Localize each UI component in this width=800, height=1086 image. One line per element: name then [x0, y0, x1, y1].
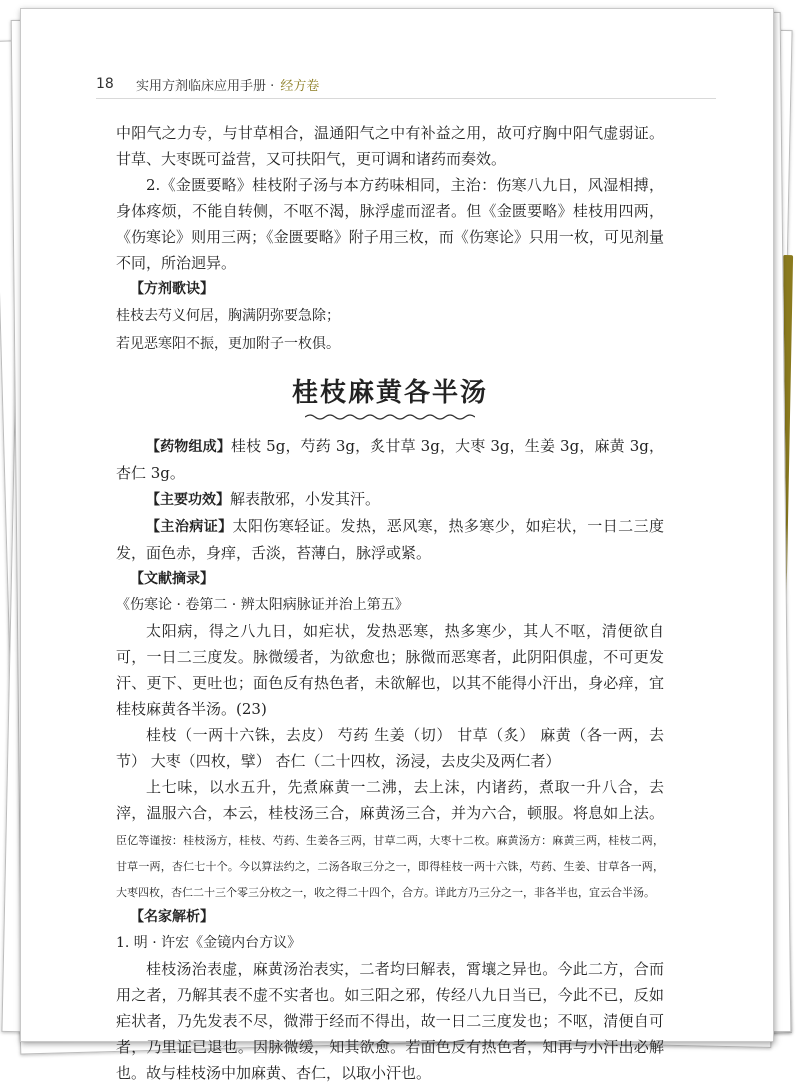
volume-name: 经方卷 — [280, 78, 320, 94]
effect-label: 【主要功效】 — [146, 492, 230, 508]
indication-label: 【主治病证】 — [146, 519, 233, 535]
literature-paragraph-1: 太阳病，得之八九日，如疟状，发热恶寒，热多寒少，其人不呕，清便欲自可，一日二三度发。脉微缓者，为欲愈也；脉微而恶寒者，此阴阳俱虚，不可更发汗、更下、更吐也；面色反有热色者，未欲解也，以其不能得小汗出，身必痒，宜桂枝麻黄各半汤。(23) — [116, 622, 664, 718]
ingredients-row — [116, 433, 664, 486]
formula-title: 桂枝麻黄各半汤 — [291, 378, 488, 408]
book-title-text: 实用方剂临床应用手册 · — [136, 78, 279, 94]
literature-paragraph-3 — [116, 774, 664, 904]
analysis-source: 1. 明 · 许宏《金镜内台方议》 — [116, 935, 302, 951]
analysis-heading: 【名家解析】 — [130, 909, 214, 925]
literature-note: 臣亿等谨按：桂枝汤方，桂枝、芍药、生姜各三两，甘草二两，大枣十二枚。麻黄汤方：麻黄三两，桂枝二两，甘草一两，杏仁七十个。今以算法约之，二汤各取三分之一，即得桂枝一两十六铢，芍药、生姜、甘草各一两，大枣四枚，杏仁二十三个零三分枚之一，收之得二十四个，合方。详此方乃三分之一，非各半也，宜云合半汤。 — [116, 834, 664, 899]
intro-paragraph-1: 中阳气之力专，与甘草相合，温通阳气之中有补益之用，故可疗胸中阳气虚弱证。甘草、大枣既可益营，又可扶阳气，更可调和诸药而奏效。 — [116, 124, 664, 168]
analysis-paragraph-1: 桂枝汤治表虚，麻黄汤治表实，二者均曰解表，霄壤之异也。今此二方，合而用之者，乃解其表不虚不实者也。如三阳之邪，传经八九日当已，今此不已，反如疟状者，乃先发表不尽，微滞于经而不得出，故一日二三度发也；不呕，清便自可者，乃里证已退也。因脉微缓，知其欲愈。若面色反有热色者，知再与小汗出必解也。故与桂枝汤中加麻黄、杏仁，以取小汗也。 — [116, 960, 664, 1082]
indication-text: 太阳伤寒轻证。发热，恶风寒，热多寒少，如疟状，一日二三度发，面色赤，身痒，舌淡，苔薄白，脉浮或紧。 — [116, 517, 664, 562]
formula-title-block — [116, 380, 664, 421]
book-title — [136, 75, 319, 94]
page-number: 18 — [96, 76, 114, 92]
page-content — [116, 120, 664, 1086]
ingredients-text: 桂枝 5g，芍药 3g，炙甘草 3g，大枣 3g，生姜 3g，麻黄 3g，杏仁 3g。 — [116, 437, 665, 482]
title-wavy-underline — [305, 413, 475, 421]
ingredients-label: 【药物组成】 — [146, 439, 231, 455]
literature-source: 《伤寒论 · 卷第二 · 辨太阳病脉证并治上第五》 — [116, 597, 409, 613]
song-heading: 【方剂歌诀】 — [130, 281, 214, 297]
song-line-2: 若见恶寒阳不振，更加附子一枚俱。 — [116, 336, 340, 352]
literature-paragraph-2: 桂枝（一两十六铢，去皮） 芍药 生姜（切） 甘草（炙） 麻黄（各一两，去节） 大枣（四枚，擘） 杏仁（二十四枚，汤浸，去皮尖及两仁者） — [116, 726, 664, 770]
song-line-1: 桂枝去芍义何居，胸满阴弥要急除； — [116, 308, 340, 324]
intro-paragraph-2: 2.《金匮要略》桂枝附子汤与本方药味相同，主治：伤寒八九日，风湿相搏，身体疼烦，不能自转侧，不呕不渴，脉浮虚而涩者。但《金匮要略》桂枝用四两，《伤寒论》则用三两；《金匮要略》附子用三枚，而《伤寒论》只用一枚，可见剂量不同，所治迥异。 — [116, 176, 664, 272]
page-header — [96, 72, 319, 96]
indication-row — [116, 513, 664, 566]
literature-heading: 【文献摘录】 — [130, 571, 214, 587]
header-rule — [96, 98, 716, 99]
effect-row — [116, 486, 664, 513]
literature-text: 上七味，以水五升，先煮麻黄一二沸，去上沫，内诸药，煮取一升八合，去滓，温服六合，本云，桂枝汤三合，麻黄汤三合，并为六合，顿服。将息如上法。 — [116, 778, 664, 822]
effect-text: 解表散邪，小发其汗。 — [230, 490, 381, 508]
